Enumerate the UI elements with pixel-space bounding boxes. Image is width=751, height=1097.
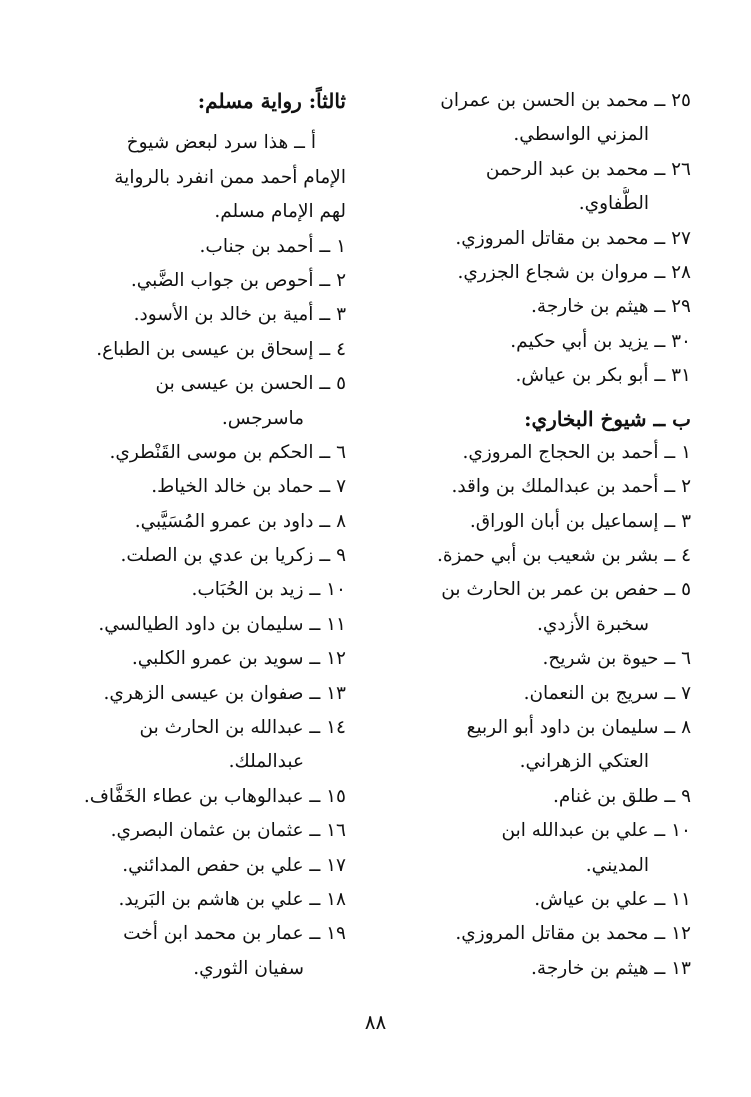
list-item: ٧ ــ حماد بن خالد الخياط.	[151, 476, 346, 498]
list-item-continuation: المزني الواسطي.	[513, 124, 649, 146]
list-item: ٢٥ ــ محمد بن الحسن بن عمران	[440, 90, 691, 111]
list-item: ٢٩ ــ هيثم بن خارجة.	[531, 296, 691, 318]
list-item: ٩ ــ طلق بن غنام.	[552, 785, 691, 807]
intro-paragraph-line: لهم الإمام مسلم.	[214, 201, 346, 223]
section-heading-bukhari: ب ــ شيوخ البخاري:	[524, 406, 691, 431]
list-item-continuation: ماسرجس.	[221, 407, 304, 429]
list-item: ٨ ــ داود بن عمرو المُسَيَّبي.	[134, 510, 346, 532]
list-item: ١٣ ــ هيثم بن خارجة.	[531, 957, 691, 979]
list-item: ١٩ ــ عمار بن محمد ابن أخت	[123, 923, 346, 945]
list-item: ١٥ ــ عبدالوهاب بن عطاء الخَفَّاف.	[83, 785, 346, 807]
list-item-continuation: سفيان الثوري.	[193, 957, 304, 979]
list-item-continuation: سخبرة الأزدي.	[536, 613, 649, 635]
list-item: ١ ــ أحمد بن الحجاج المروزي.	[462, 441, 691, 463]
list-item: ٣١ ــ أبو بكر بن عياش.	[515, 365, 691, 387]
list-item: ١٧ ــ علي بن حفص المدائني.	[122, 854, 346, 876]
list-item: ١٤ ــ عبدالله بن الحارث بن	[139, 717, 346, 739]
left-column	[51, 84, 346, 986]
list-item: ٦ ــ حيوة بن شريح.	[542, 648, 691, 670]
list-item: ١٠ ــ علي بن عبدالله ابن	[501, 820, 691, 842]
list-item: ٧ ــ سريج بن النعمان.	[523, 682, 691, 704]
list-item: ٩ ــ زكريا بن عدي بن الصلت.	[120, 545, 346, 567]
list-item: ٢٧ ــ محمد بن مقاتل المروزي.	[455, 227, 691, 249]
page-number: ٨٨	[364, 1010, 387, 1034]
list-item: ١ ــ أحمد بن جناب.	[199, 235, 346, 257]
list-item: ٢ ــ أحمد بن عبدالملك بن واقد.	[451, 476, 691, 498]
list-item: ١٣ ــ صفوان بن عيسى الزهري.	[103, 682, 346, 704]
list-item: ١٠ ــ زيد بن الحُبَاب.	[191, 579, 346, 601]
list-item-continuation: المديني.	[585, 854, 649, 876]
section-heading-muslim: ثالثاً: رواية مسلم:	[197, 89, 346, 113]
list-item: ٦ ــ الحكم بن موسى القَنْطري.	[109, 441, 346, 463]
list-item: ١٦ ــ عثمان بن عثمان البصري.	[110, 820, 346, 842]
intro-paragraph-line: الإمام أحمد ممن انفرد بالرواية	[114, 166, 346, 188]
list-item-continuation: عبدالملك.	[228, 751, 304, 773]
list-item: ١٢ ــ محمد بن مقاتل المروزي.	[455, 923, 691, 945]
list-item-continuation: العتكي الزهراني.	[519, 751, 649, 773]
list-item: ٨ ــ سليمان بن داود أبو الربيع	[466, 717, 691, 739]
list-item: ٢ ــ أحوص بن جواب الضَّبي.	[130, 269, 346, 291]
list-item: ٥ ــ الحسن بن عيسى بن	[155, 373, 346, 395]
list-item: ١٢ ــ سويد بن عمرو الكلبي.	[131, 648, 346, 670]
list-item: ١٨ ــ علي بن هاشم بن البَريد.	[118, 888, 346, 910]
list-item: ٢٦ ــ محمد بن عبد الرحمن	[485, 158, 691, 180]
list-item: ٣ ــ أمية بن خالد بن الأسود.	[133, 304, 346, 326]
intro-paragraph-line: أ ــ هذا سرد لبعض شيوخ	[126, 132, 316, 154]
list-item: ٤ ــ إسحاق بن عيسى بن الطباع.	[96, 338, 346, 360]
list-item: ١١ ــ سليمان بن داود الطيالسي.	[98, 613, 346, 635]
list-item: ٤ ــ بشر بن شعيب بن أبي حمزة.	[436, 545, 691, 567]
list-item: ٢٨ ــ مروان بن شجاع الجزري.	[457, 261, 691, 283]
list-item-continuation: الطُّفاوي.	[578, 193, 649, 215]
list-item: ٥ ــ حفص بن عمر بن الحارث بن	[441, 579, 691, 601]
list-item: ١١ ــ علي بن عياش.	[534, 888, 691, 910]
list-item: ٣٠ ــ يزيد بن أبي حكيم.	[510, 330, 691, 352]
right-column	[361, 84, 691, 986]
list-item: ٣ ــ إسماعيل بن أبان الوراق.	[469, 510, 691, 532]
